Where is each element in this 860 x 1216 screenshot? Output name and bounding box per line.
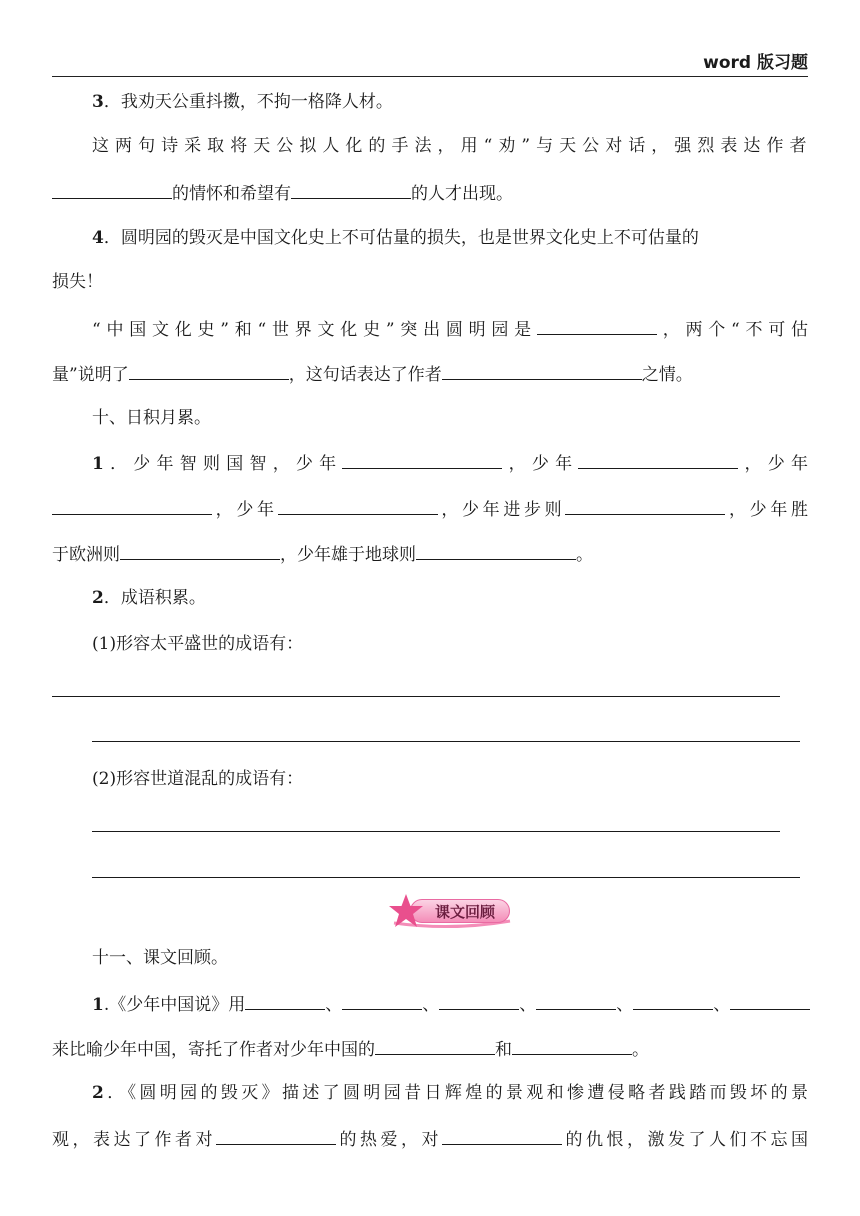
- s10-q1-line-2: ，少年 ，少年进步则 ，少年胜: [52, 496, 808, 522]
- answer-blank[interactable]: [633, 991, 713, 1010]
- answer-line[interactable]: [92, 877, 800, 878]
- badge-label: 课文回顾: [410, 899, 510, 923]
- answer-blank[interactable]: [278, 496, 438, 515]
- s11-q2-line-1: 2．《圆明园的毁灭》描述了圆明园昔日辉煌的景观和惨遭侵略者践踏而毁坏的景: [92, 1083, 808, 1103]
- s10-q2-prompt-1: (1)形容太平盛世的成语有：: [92, 634, 304, 654]
- answer-blank[interactable]: [416, 541, 576, 560]
- answer-line[interactable]: [92, 741, 800, 742]
- star-icon: [388, 893, 424, 929]
- answer-blank[interactable]: [439, 991, 519, 1010]
- answer-blank[interactable]: [578, 450, 738, 469]
- answer-blank[interactable]: [442, 361, 642, 380]
- answer-blank[interactable]: [52, 180, 172, 199]
- s11-q1-line-2: 来比喻少年中国，寄托了作者对少年中国的 和 。: [52, 1036, 808, 1062]
- s10-q1-line-1: 1．少年智则国智，少年 ，少年 ，少年: [52, 450, 808, 476]
- answer-line[interactable]: [92, 831, 780, 832]
- answer-blank[interactable]: [536, 991, 616, 1010]
- s11-q1-line-1: 1.《少年中国说》用 、 、 、 、 、: [52, 991, 808, 1017]
- q3-statement: 3．我劝天公重抖擞，不拘一格降人材。: [92, 92, 393, 112]
- s10-q2-title: 2．成语积累。: [92, 588, 206, 608]
- answer-blank[interactable]: [342, 991, 422, 1010]
- q3-line-1: 这两句诗采取将天公拟人化的手法，用“劝”与天公对话，强烈表达作者: [92, 136, 808, 156]
- q3-line-2: 的情怀和希望有 的人才出现。: [52, 180, 808, 206]
- section-11-title: 十一、课文回顾。: [92, 948, 228, 968]
- answer-blank[interactable]: [129, 361, 289, 380]
- answer-blank[interactable]: [216, 1126, 336, 1145]
- answer-blank[interactable]: [512, 1036, 632, 1055]
- answer-blank[interactable]: [565, 496, 725, 515]
- page-header: [52, 44, 808, 77]
- answer-blank[interactable]: [537, 316, 657, 335]
- q4-line-3: “中国文化史”和“世界文化史”突出圆明园是 ，两个“不可估: [52, 316, 808, 342]
- header-label: word 版习题: [703, 53, 808, 73]
- answer-blank[interactable]: [730, 991, 810, 1010]
- answer-blank[interactable]: [120, 541, 280, 560]
- answer-blank[interactable]: [342, 450, 502, 469]
- q4-line-4: 量”说明了 ，这句话表达了作者 之情。: [52, 361, 808, 387]
- answer-blank[interactable]: [52, 496, 212, 515]
- answer-line[interactable]: [52, 696, 780, 697]
- q4-line-1: 4．圆明园的毁灭是中国文化史上不可估量的损失，也是世界文化史上不可估量的: [92, 228, 699, 248]
- s11-q2-line-2: 观，表达了作者对 的热爱，对 的仇恨，激发了人们不忘国: [52, 1126, 808, 1152]
- answer-blank[interactable]: [375, 1036, 495, 1055]
- section-badge: [388, 893, 514, 929]
- answer-blank[interactable]: [442, 1126, 562, 1145]
- section-10-title: 十、日积月累。: [92, 408, 211, 428]
- s10-q1-line-3: 于欧洲则 ，少年雄于地球则 。: [52, 541, 808, 567]
- s10-q2-prompt-2: (2)形容世道混乱的成语有：: [92, 769, 304, 789]
- answer-blank[interactable]: [291, 180, 411, 199]
- answer-blank[interactable]: [245, 991, 325, 1010]
- q4-line-2: 损失！: [52, 272, 103, 292]
